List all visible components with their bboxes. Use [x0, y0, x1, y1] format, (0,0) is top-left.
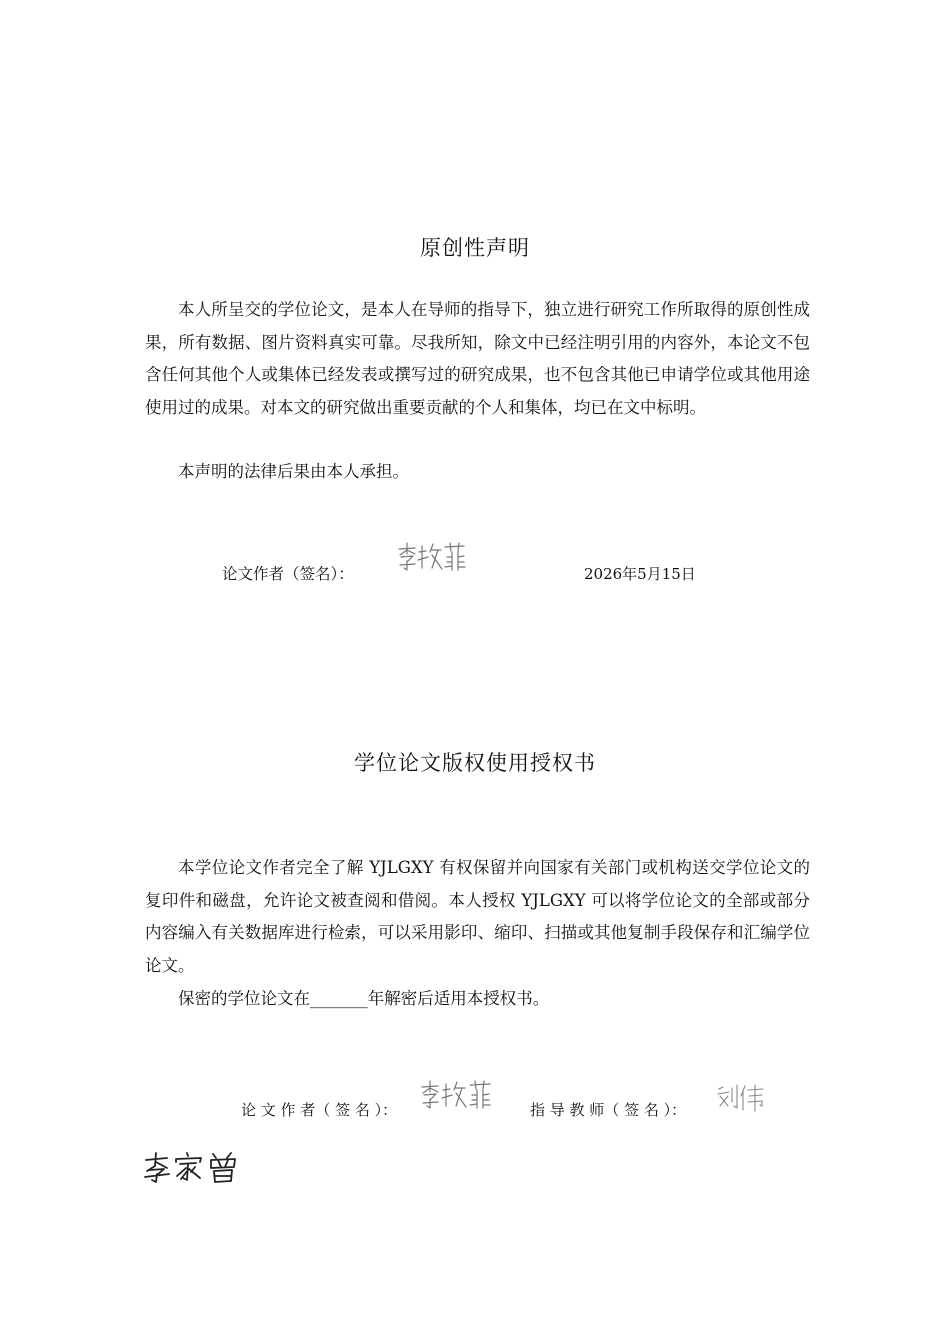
authorization-advisor-signature — [716, 1082, 768, 1114]
declaration-liability: 本声明的法律后果由本人承担。 — [178, 462, 409, 481]
declaration-author-signature — [395, 540, 467, 574]
declaration-body: 本人所呈交的学位论文，是本人在导师的指导下，独立进行研究工作所取得的原创性成果，所有数据、图片资料真实可靠。尽我所知，除文中已经注明引用的内容外，本论文不包含任何其他个人或集体已经发表或撰写过的研究成果，也不包含其他已申请学位或其他用途使用过的成果。对本文的研究做出重要贡献的个人和集体，均已在文中标明。 — [145, 300, 810, 417]
authorization-author-label: 论 文 作 者（ 签 名 ）： — [241, 1101, 398, 1119]
declaration-date: 2026年5月15日 — [584, 565, 696, 583]
authorization-title: 学位论文版权使用授权书 — [354, 751, 596, 775]
declaration-title: 原创性声明 — [420, 236, 530, 260]
extra-signature — [143, 1150, 243, 1184]
authorization-author-signature — [418, 1078, 494, 1112]
authorization-advisor-label: 指 导 教 师（ 签 名 ）： — [530, 1101, 687, 1119]
authorization-secrecy: 保密的学位论文在_______年解密后适用本授权书。 — [178, 989, 550, 1008]
authorization-body: 本学位论文作者完全了解 YJLGXY 有权保留并向国家有关部门或机构送交学位论文的复印件和磁盘，允许论文被查阅和借阅。本人授权 YJLGXY 可以将学位论文的全部或部分内容编入有关数据库进行检索，可以采用影印、缩印、扫描或其他复制手段保存和汇编学位论文。 — [145, 858, 810, 975]
declaration-author-label: 论文作者（签名）： — [222, 565, 354, 583]
